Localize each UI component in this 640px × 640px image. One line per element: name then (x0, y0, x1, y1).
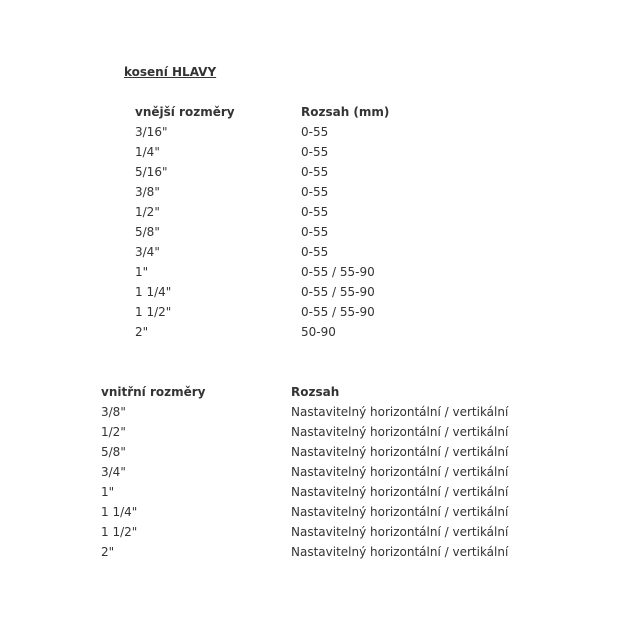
range-cell: Nastavitelný horizontální / vertikální (291, 485, 509, 499)
size-cell: 1/2" (135, 205, 160, 219)
range-cell: 0-55 (301, 185, 329, 199)
size-cell: 2" (101, 545, 115, 559)
range-cell: 0-55 / 55-90 (301, 265, 375, 279)
size-cell: 1 1/4" (135, 285, 172, 299)
size-cell: 3/4" (101, 465, 126, 479)
size-cell: 3/16" (135, 125, 168, 139)
range-cell: Nastavitelný horizontální / vertikální (291, 445, 509, 459)
size-cell: 1/4" (135, 145, 160, 159)
size-cell: 3/4" (135, 245, 160, 259)
range-cell: 0-55 / 55-90 (301, 305, 375, 319)
size-cell: 1/2" (101, 425, 126, 439)
range-cell: Nastavitelný horizontální / vertikální (291, 465, 509, 479)
range-cell: 0-55 (301, 225, 329, 239)
size-cell: 1 1/2" (101, 525, 138, 539)
size-cell: 1" (135, 265, 149, 279)
size-cell: 5/8" (135, 225, 160, 239)
range-cell: Nastavitelný horizontální / vertikální (291, 545, 509, 559)
size-cell: 2" (135, 325, 149, 339)
page-title: kosení HLAVY (124, 65, 217, 79)
size-cell: 3/8" (101, 405, 126, 419)
range-cell: Nastavitelný horizontální / vertikální (291, 505, 509, 519)
size-cell: 1" (101, 485, 115, 499)
column-header-outer-dimensions: vnější rozměry (135, 105, 235, 119)
range-cell: 0-55 / 55-90 (301, 285, 375, 299)
size-cell: 1 1/4" (101, 505, 138, 519)
range-cell: 0-55 (301, 165, 329, 179)
size-cell: 5/16" (135, 165, 168, 179)
column-header-range: Rozsah (291, 385, 340, 399)
size-cell: 5/8" (101, 445, 126, 459)
size-cell: 3/8" (135, 185, 160, 199)
range-cell: Nastavitelný horizontální / vertikální (291, 405, 509, 419)
column-header-inner-dimensions: vnitřní rozměry (101, 385, 206, 399)
column-header-range-mm: Rozsah (mm) (301, 105, 390, 119)
range-cell: Nastavitelný horizontální / vertikální (291, 425, 509, 439)
range-cell: 0-55 (301, 205, 329, 219)
range-cell: 0-55 (301, 145, 329, 159)
range-cell: 0-55 (301, 245, 329, 259)
size-cell: 1 1/2" (135, 305, 172, 319)
range-cell: Nastavitelný horizontální / vertikální (291, 525, 509, 539)
range-cell: 50-90 (301, 325, 336, 339)
range-cell: 0-55 (301, 125, 329, 139)
